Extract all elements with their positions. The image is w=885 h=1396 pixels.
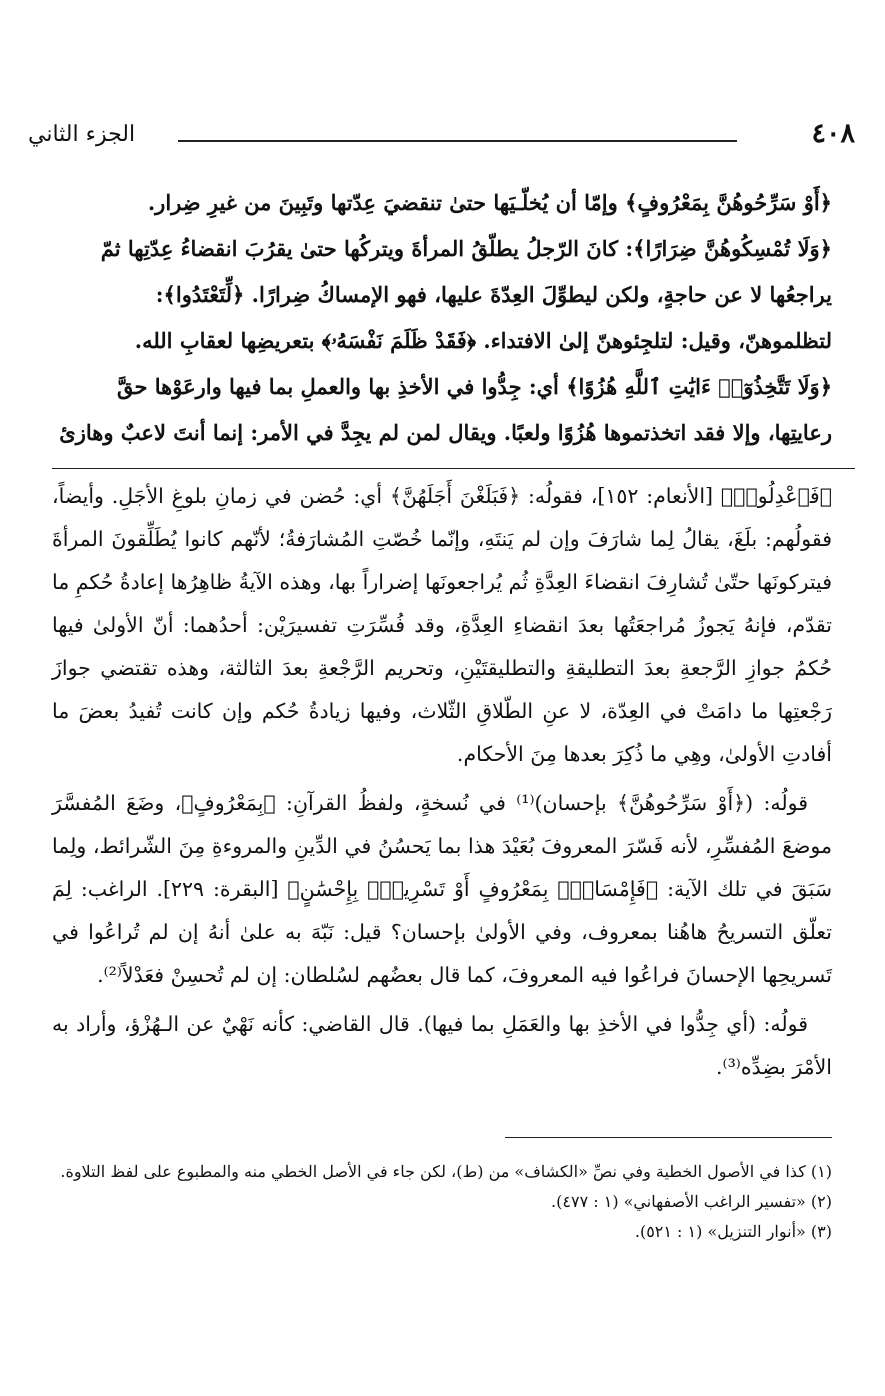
quranic-line: ﴿وَلَا تَتَّخِذُوٓا۟ ءَايَٰتِ ٱللَّهِ هُزُوًا﴾ أي: جِدُّوا في الأخذِ بها والعملِ بما فيها وارعَوْها حقَّ — [116, 374, 832, 399]
quranic-line: رعايتِها، وإلا فقد اتخذتموها هُزُوًا ولعبًا. ويقال لمن لم يجِدَّ في الأمر: إنما أنتَ لاعبٌ وهازئ — [59, 420, 832, 445]
commentary-paragraph: ﴿فَٱعْدِلُوا۟﴾ [الأنعام: ١٥٢]، فقولُه: ﴿فَبَلَغْنَ أَجَلَهُنَّ﴾ أي: حُضن في زمانِ بلوغِ الأجَلِ. وأيضاً، فقولُهم: بلَغَ، يقالُ لِما شارَفَ وإن لم يَنتَهِ، وإنّما خُصّتِ المُشارَفةُ؛ لأنّهم كانوا يُطَلِّقونَ المرأةَ فيتركونَها حتّىٰ تُشارِفَ انقضاءَ العِدَّةِ ثُم يُراجعونَها إضراراً بها، وهذه الآيةُ ظاهِرُها إعادةُ حُكمِ ما تقدّم، فإنهُ يَجوزُ مُراجعَتُها بعدَ انقضاءِ العِدَّةِ، وقد فُسِّرَتِ تفسيرَيْن: أحدُهما: أنّ الأولىٰ فيها حُكمُ جوازِ الرَّجعةِ بعدَ التطليقةِ والتطليقتَيْنِ، وتحريم الرَّجْعةِ بعدَ الثالثة، وهذه تقتضي جوازَ رَجْعتِها ما دامَتْ في العِدّة، لا عنِ الطّلاقِ الثّلاث، وفيها زيادةُ حُكم وإن كانت تُفيدُ بعضَ ما أفادتِ الأولىٰ، وهِي ما ذُكِرَ بعدها مِنَ الأحكام. — [52, 484, 832, 766]
page-number: ٤٠٨ — [811, 118, 855, 149]
commentary-paragraph: قولُه: (أي جِدُّوا في الأخذِ بها والعَمَلِ بما فيها). قال القاضي: كأنه نَهْيٌ عن الـهُزْؤ، وأراد به الأمْرَ بضِدِّه⁽³⁾. — [52, 1012, 832, 1079]
commentary-paragraph: قولُه: (﴿أَوْ سَرِّحُوهُنَّ﴾ بإحسان)⁽¹⁾ في نُسخةٍ، ولفظُ القرآنِ: ﴿بِمَعْرُوفٍ﴾، وضَعَ المُفسَّرَ موضعَ المُفسِّرِ، لأنه فَسّرَ المعروفَ بُعَيْدَ هذا بما يَحسُنُ في الدِّينِ والمروءةِ مِنَ الشّرائط، ولِما سَبَقَ في تلك الآية: ﴿فَإِمْسَاكٌۢ بِمَعْرُوفٍ أَوْ تَسْرِيحٌۢ بِإِحْسَٰنٍ﴾ [البقرة: ٢٢٩]. الراغب: لِمَ تعلّق التسريحُ هاهُنا بمعروف، وفي الأولىٰ بإحسان؟ قيل: نَبّهَ به علىٰ أنهُ إن لم تُراعُوا في تَسريحِها الإحسانَ فراعُوا فيه المعروفَ، كما قال بعضُهم لسُلطان: إن لم تُحسِنْ فعَدْلاً⁽²⁾. — [52, 791, 832, 987]
quranic-line: ﴿أَوْ سَرِّحُوهُنَّ بِمَعْرُوفٍ﴾ وإمّا أن يُخلّـيَها حتىٰ تنقضيَ عِدّتها وتَبِينَ من غيرِ ضِرار. — [147, 190, 832, 215]
footnote: (٢) «تفسير الراغب الأصفهاني» (١ : ٤٧٧). — [551, 1192, 832, 1211]
quranic-line: يراجعُها لا عن حاجةٍ، ولكن ليطوِّلَ العِدّةَ عليها، فهو الإمساكُ ضِرارًا. ﴿لِّتَعْتَدُوا﴾: — [155, 282, 832, 307]
footnote: (٣) «أنوار التنزيل» (١ : ٥٢١). — [634, 1222, 832, 1241]
header-rule — [178, 140, 737, 142]
section-divider — [52, 468, 855, 469]
footnotes-block — [52, 1157, 832, 1247]
footnote: (١) كذا في الأصول الخطية وفي نصِّ «الكشاف» من (ط)، لكن جاء في الأصل الخطي منه والمطبوع على لفظ التلاوة. — [60, 1162, 832, 1181]
footnote-divider — [505, 1137, 832, 1138]
quranic-text-block — [52, 180, 832, 456]
quranic-line: لتظلموهنّ، وقيل: لتلجِئوهنّ إلىٰ الافتداء. ﴿فَقَدْ ظَلَمَ نَفْسَهُۥ﴾ بتعريضِها لعقابِ الله. — [134, 328, 832, 353]
running-title: الجزء الثاني — [28, 122, 136, 147]
page-header — [28, 118, 855, 154]
commentary-block — [52, 475, 832, 1089]
quranic-line: ﴿وَلَا تُمْسِكُوهُنَّ ضِرَارًا﴾: كانَ الرّجلُ يطلّقُ المرأةَ ويتركُها حتىٰ يقرُبَ انقضاءُ عِدّتِها ثمّ — [100, 236, 832, 261]
